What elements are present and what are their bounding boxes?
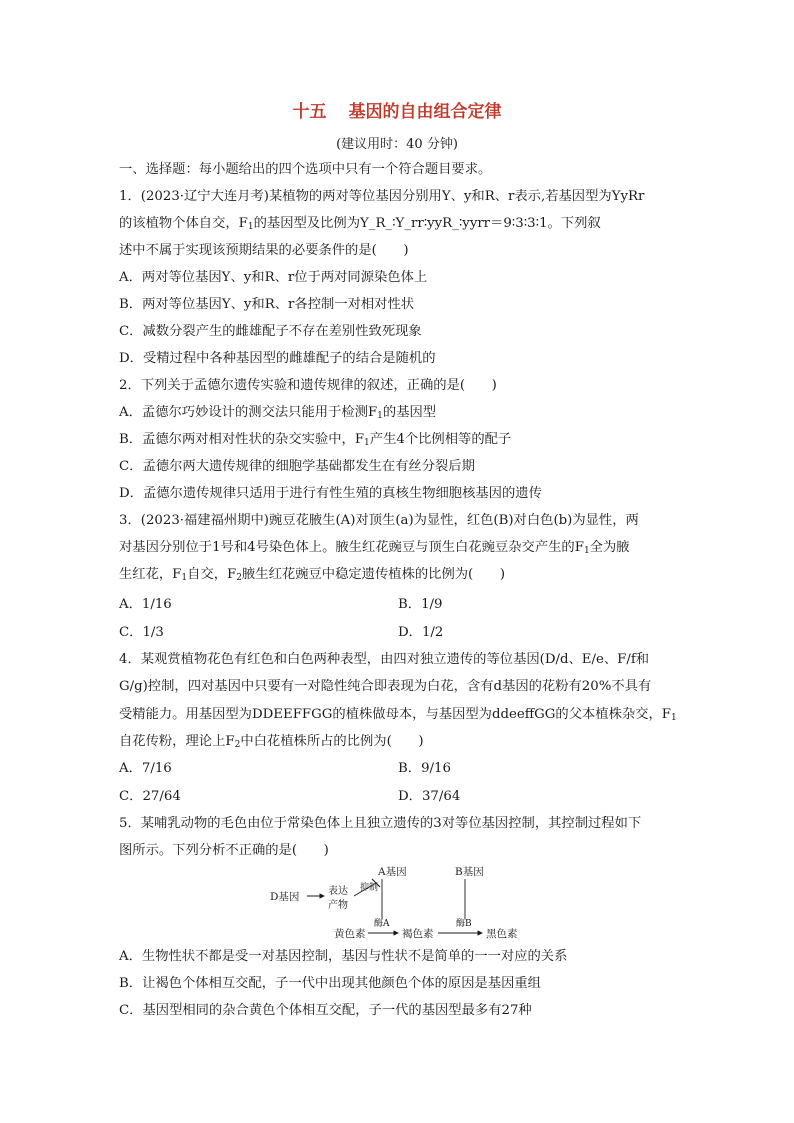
q4-stem-line4 [119, 733, 424, 754]
chapter-number: 十五 [292, 102, 327, 122]
enzyme-a-label: 酶A [374, 919, 390, 929]
q4-text: 中白花植株所占的比例为( ) [240, 734, 424, 749]
q4-option-c: C．27/64 [119, 789, 181, 804]
q4-option-a: A．7/16 [119, 761, 172, 776]
q3-stem-line1: 3．(2023·福建福州期中)豌豆花腋生(A)对顶生(a)为显性，红色(B)对白色(b)为显性，两 [119, 513, 639, 528]
q3-stem-line2 [119, 539, 630, 560]
q1-text: 的基因型及比例为Y_R_∶Y_rr∶yyR_∶yyrr＝9∶3∶3∶1。下列叙 [253, 216, 601, 231]
q2-text: 的基因型 [382, 405, 437, 420]
black-pigment-label: 黑色素 [486, 928, 518, 940]
q5-option-c: C．基因型相同的杂合黄色个体相互交配，子一代的基因型最多有27种 [119, 1003, 532, 1018]
q3-option-a: A．1/16 [119, 597, 172, 612]
q2-text: A．孟德尔巧妙设计的测交法只能用于检测F [119, 405, 378, 420]
q2-text: B．孟德尔两对相对性状的杂交实验中，F [119, 432, 365, 447]
q4-text: 受精能力。用基因型为DDEEFFGG的植株做母本，与基因型为ddeeffGG的父本植株杂交，F [119, 707, 672, 722]
q1-option-d: D．受精过程中各种基因型的雌雄配子的结合是随机的 [119, 351, 436, 366]
q1-stem-line1: 1．(2023·辽宁大连月考)某植物的两对等位基因分别用Y、y和R、r表示,若基因型为YyRr [119, 189, 645, 204]
expression-label-1: 表达 [328, 886, 348, 897]
subscript: 1 [671, 713, 677, 723]
q2-option-b [119, 431, 511, 452]
subscript: 1 [247, 222, 254, 232]
q3-text: 全为腋 [589, 540, 630, 555]
q1-option-a: A．两对等位基因Y、y和R、r位于两对同源染色体上 [119, 270, 428, 285]
q4-option-b: B．9/16 [398, 761, 451, 776]
chapter-title: 基因的自由组合定律 [348, 102, 502, 122]
subscript: 1 [583, 546, 590, 556]
q3-option-d: D．1/2 [398, 625, 444, 640]
q1-stem-line3: 述中不属于实现该预期结果的必要条件的是( ) [119, 243, 409, 258]
subscript: 2 [236, 573, 243, 583]
subscript: 2 [234, 740, 241, 750]
q3-text: 自交，F [187, 567, 237, 582]
q3-text: 生红花，F [119, 567, 182, 582]
q3-option-c: C．1/3 [119, 625, 164, 640]
q4-text: 自花传粉，理论上F [119, 734, 235, 749]
subscript: 1 [377, 411, 383, 421]
pigment-pathway-diagram [262, 863, 562, 943]
d-gene-label: D基因 [270, 891, 300, 903]
q2-option-c: C．孟德尔两大遗传规律的细胞学基础都发生在有丝分裂后期 [119, 459, 475, 474]
q4-stem-line3 [119, 706, 677, 727]
q1-stem-line2 [119, 215, 601, 236]
q1-option-c: C．减数分裂产生的雌雄配子不存在差别性致死现象 [119, 324, 422, 339]
subscript: 1 [364, 438, 370, 448]
inhibit-label: 抑制 [360, 883, 379, 893]
page-title [0, 97, 794, 122]
q2-stem: 2．下列关于孟德尔遗传实验和遗传规律的叙述，正确的是( ) [119, 378, 497, 393]
q4-option-d: D．37/64 [398, 789, 461, 804]
subscript: 1 [181, 573, 188, 583]
q2-option-d: D．孟德尔遗传规律只适用于进行有性生殖的真核生物细胞核基因的遗传 [119, 486, 542, 501]
expression-label-2: 产物 [328, 900, 348, 911]
q4-stem-line1: 4．某观赏植物花色有红色和白色两种表型，由四对独立遗传的等位基因(D/d、E/e、F/f和 [119, 652, 650, 667]
q3-option-b: B．1/9 [398, 597, 443, 612]
q5-stem-line1: 5．某哺乳动物的毛色由位于常染色体上且独立遗传的3对等位基因控制，其控制过程如下 [119, 816, 642, 831]
q5-option-a: A．生物性状不都是受一对基因控制，基因与性状不是简单的一一对应的关系 [119, 949, 568, 964]
q2-option-a [119, 404, 436, 425]
brown-pigment-label: 褐色素 [402, 928, 434, 940]
q3-stem-line3 [119, 566, 505, 587]
section-heading: 一、选择题：每小题给出的四个选项中只有一个符合题目要求。 [119, 162, 492, 177]
q5-option-b: B．让褐色个体相互交配，子一代中出现其他颜色个体的原因是基因重组 [119, 976, 541, 991]
q3-text: 腋生红花豌豆中稳定遗传植株的比例为( ) [242, 567, 506, 582]
q4-stem-line2: G/g)控制，四对基因中只要有一对隐性纯合即表现为白花，含有d基因的花粉有20%不具有 [119, 679, 652, 694]
yellow-pigment-label: 黄色素 [334, 928, 366, 940]
a-gene-label: A基因 [378, 866, 407, 878]
q5-stem-line2: 图所示。下列分析不正确的是( ) [119, 843, 329, 858]
q2-text: 产生4个比例相等的配子 [369, 432, 512, 447]
time-note: (建议用时：40 分钟) [336, 137, 458, 152]
q1-text: 的该植物个体自交，F [119, 216, 248, 231]
q1-option-b: B．两对等位基因Y、y和R、r各控制一对相对性状 [119, 297, 415, 312]
q3-text: 对基因分别位于1号和4号染色体上。腋生红花豌豆与顶生白花豌豆杂交产生的F [119, 540, 584, 555]
b-gene-label: B基因 [455, 866, 484, 878]
enzyme-b-label: 酶B [456, 919, 472, 929]
